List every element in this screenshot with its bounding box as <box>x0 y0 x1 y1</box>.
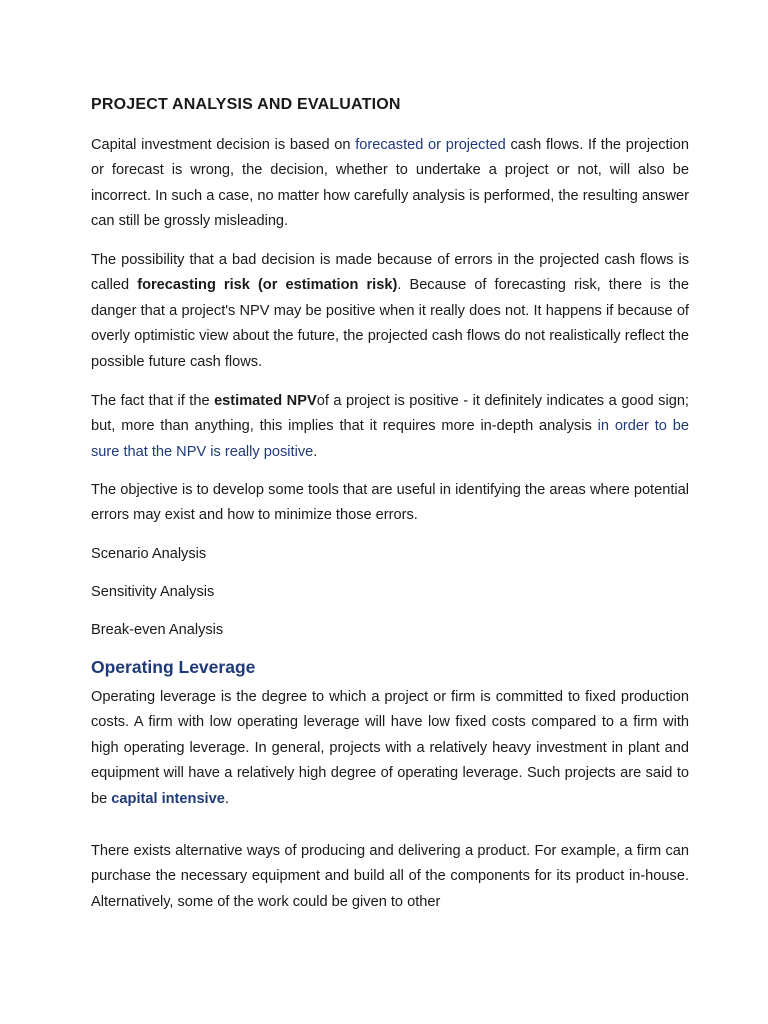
list-item-sensitivity-analysis: Sensitivity Analysis <box>91 584 215 600</box>
paragraph-objective: The objective is to develop some tools that are useful in identifying the areas where potential errors may exist and how to minimize those errors. <box>91 482 689 524</box>
paragraph-text: . Because of forecasting risk, there is the danger that a project's NPV may be positive when it really does not. It happens if because of overly optimistic view about the future, the projected cash flows do not realistically reflect the possible future cash flows. <box>91 277 689 370</box>
paragraph-operating-leverage <box>91 685 689 812</box>
paragraph-text: Operating leverage is the degree to which a project or firm is committed to fixed production costs. A firm with low operating leverage will have low fixed costs compared to a firm with high operating leverage. In general, projects with a relatively heavy investment in plant and equipment will have a relatively high degree of operating leverage. Such projects are said to be <box>91 689 689 807</box>
paragraph-text: Capital investment decision is based on <box>91 137 356 153</box>
paragraph-estimated-npv <box>91 389 689 465</box>
paragraph-text: The fact that if the <box>91 393 215 409</box>
paragraph-capital-investment <box>91 133 689 235</box>
highlight-text: capital intensive <box>111 790 225 807</box>
bold-term: forecasting risk (or estimation risk) <box>137 277 398 294</box>
paragraph-text: of a project is positive - it definitely indicates a good sign; but, more than anything, this implies that it requires more in-depth analysis <box>91 393 689 435</box>
paragraph-text: cash flows. If the projection or forecast is wrong, the decision, whether to undertake a project or not, will also be incorrect. In such a case, no matter how carefully analysis is performed, the resulting answer can still be grossly misleading. <box>91 137 690 230</box>
paragraph-text: . <box>224 790 229 807</box>
highlight-text: forecasted or projected <box>355 137 506 153</box>
paragraph-alternative-ways: There exists alternative ways of producing and delivering a product. For example, a firm can purchase the necessary equipment and build all of the components for its product in-house. Alternatively, some of the work could be given to other <box>91 843 689 910</box>
list-item-break-even-analysis: Break-even Analysis <box>91 622 224 638</box>
list-item-scenario-analysis: Scenario Analysis <box>91 546 207 562</box>
highlight-text: in order to be sure that the NPV is really positive <box>91 418 689 460</box>
document-title: PROJECT ANALYSIS AND EVALUATION <box>91 96 401 113</box>
paragraph-text: . <box>313 443 318 460</box>
bold-term: estimated NPV <box>214 393 317 409</box>
paragraph-forecasting-risk <box>91 248 689 375</box>
paragraph-text: The possibility that a bad decision is made because of errors in the projected cash flows is called <box>91 252 689 294</box>
section-heading-operating-leverage: Operating Leverage <box>91 657 256 677</box>
